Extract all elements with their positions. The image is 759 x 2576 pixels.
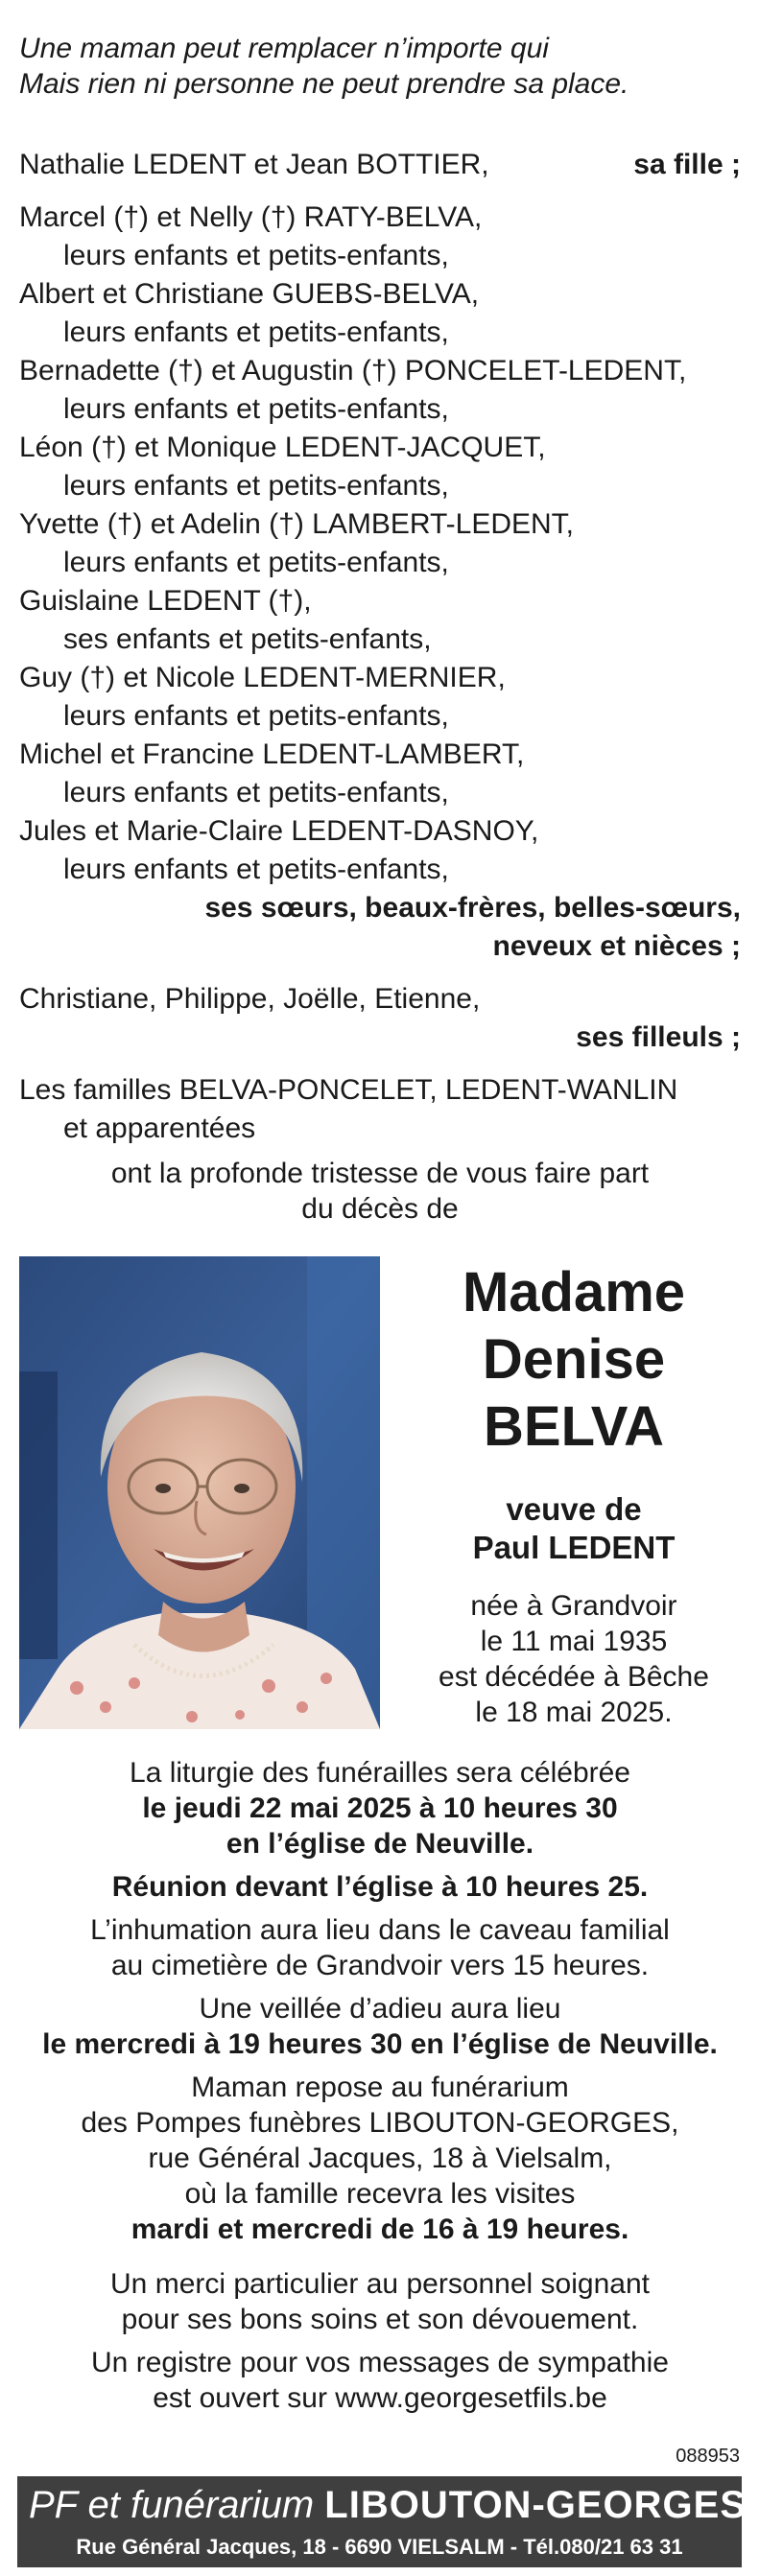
epigraph [19, 31, 748, 102]
sibling-descendants: ses enfants et petits-enfants, [63, 623, 432, 655]
announcement [19, 1156, 741, 1227]
daughter-role: sa fille ; [633, 149, 741, 180]
siblings-role: ses sœurs, beaux-frères, belles-sœurs, [204, 892, 741, 924]
birth-date: le 11 mai 1935 [480, 1626, 668, 1657]
sibling-descendants: leurs enfants et petits-enfants, [63, 700, 449, 732]
visits-time: mardi et mercredi de 16 à 19 heures. [130, 2213, 629, 2245]
visits-info: où la famille recevra les visites [184, 2178, 576, 2210]
sibling-entry [19, 505, 741, 582]
sibling-descendants: leurs enfants et petits-enfants, [63, 854, 449, 885]
sibling-names: Michel et Francine LEDENT-LAMBERT, [19, 738, 525, 770]
banner-prefix: PF et funérarium [29, 2484, 315, 2526]
siblings-role-cont: neveux et nièces ; [492, 930, 741, 962]
sibling-descendants: leurs enfants et petits-enfants, [63, 240, 449, 271]
funeral-home: des Pompes funèbres LIBOUTON-GEORGES, [81, 2107, 679, 2139]
sibling-entry [19, 352, 741, 429]
burial-info-cont: au cimetière de Grandvoir vers 15 heures. [110, 1950, 650, 1981]
widow-label: veuve de [506, 1491, 642, 1527]
sibling-descendants: leurs enfants et petits-enfants, [63, 393, 449, 425]
sibling-names: Bernadette (†) et Augustin (†) PONCELET-LEDENT, [19, 355, 687, 386]
deceased-block [391, 1256, 756, 1730]
sibling-descendants: leurs enfants et petits-enfants, [63, 777, 449, 808]
sibling-entry [19, 736, 741, 812]
vigil-info: Une veillée d’adieu aura lieu [199, 1993, 561, 2025]
epigraph-line: Mais rien ni personne ne peut prendre sa place. [19, 68, 629, 100]
sibling-names: Guislaine LEDENT (†), [19, 585, 312, 617]
sibling-entry [19, 582, 741, 659]
burial-info: L’inhumation aura lieu dans le caveau familial [90, 1914, 670, 1946]
husband-name: Paul LEDENT [472, 1530, 676, 1565]
daughter-names: Nathalie LEDENT et Jean BOTTIER, [19, 149, 489, 180]
birth-place: née à Grandvoir [470, 1590, 677, 1622]
sibling-names: Guy (†) et Nicole LEDENT-MERNIER, [19, 662, 506, 693]
portrait-photo [19, 1256, 380, 1729]
families-related: et apparentées [63, 1112, 256, 1144]
sibling-descendants: leurs enfants et petits-enfants, [63, 547, 449, 578]
funeral-home-banner [17, 2476, 747, 2567]
reference-number: 088953 [676, 2446, 740, 2467]
banner-company: LIBOUTON-GEORGES [324, 2484, 747, 2526]
godchildren-names: Christiane, Philippe, Joëlle, Etienne, [19, 983, 481, 1015]
vigil-time: le mercredi à 19 heures 30 en l’église de Neuville. [42, 2028, 718, 2060]
sibling-entry [19, 275, 741, 352]
funeral-details [19, 1755, 741, 2416]
sibling-names: Yvette (†) et Adelin (†) LAMBERT-LEDENT, [19, 508, 575, 540]
sibling-names: Jules et Marie-Claire LEDENT-DASNOY, [19, 815, 539, 847]
banner-title [29, 2482, 747, 2528]
families-line: Les familles BELVA-PONCELET, LEDENT-WANLIN [19, 1074, 678, 1106]
daughter-row [19, 146, 741, 184]
sibling-descendants: leurs enfants et petits-enfants, [63, 316, 449, 348]
sibling-entry [19, 659, 741, 736]
register-line: Un registre pour vos messages de sympathie [91, 2347, 669, 2378]
thanks-line: Un merci particulier au personnel soignant [110, 2268, 650, 2300]
funeral-home-address: rue Général Jacques, 18 à Vielsalm, [148, 2143, 612, 2174]
sibling-names: Albert et Christiane GUEBS-BELVA, [19, 278, 480, 310]
death-date: le 18 mai 2025. [475, 1697, 673, 1728]
register-link: est ouvert sur www.georgesetfils.be [153, 2382, 607, 2414]
deceased-title: Madame [462, 1261, 686, 1323]
deceased-last-name: BELVA [484, 1395, 664, 1458]
birth-death-info [391, 1588, 756, 1730]
announcement-line: ont la profonde tristesse de vous faire part [110, 1158, 650, 1189]
family-list [19, 146, 741, 1148]
deceased-first-name: Denise [482, 1328, 666, 1391]
sibling-entry [19, 812, 741, 889]
sibling-descendants: leurs enfants et petits-enfants, [63, 470, 449, 502]
death-place: est décédée à Bêche [439, 1661, 709, 1693]
rest-info: Maman repose au funérarium [191, 2072, 569, 2103]
sibling-entry [19, 199, 741, 275]
sibling-names: Marcel (†) et Nelly (†) RATY-BELVA, [19, 201, 483, 233]
liturgy-intro: La liturgie des funérailles sera célébrée [130, 1757, 630, 1789]
sibling-names: Léon (†) et Monique LEDENT-JACQUET, [19, 432, 546, 463]
liturgy-place: en l’église de Neuville. [225, 1828, 534, 1860]
banner-address: Rue Général Jacques, 18 - 6690 VIELSALM - Tél.080/21 63 31 [76, 2535, 683, 2559]
epigraph-line: Une maman peut remplacer n’importe qui [19, 33, 549, 64]
liturgy-date: le jeudi 22 mai 2025 à 10 heures 30 [142, 1792, 618, 1824]
thanks-line-cont: pour ses bons soins et son dévouement. [121, 2304, 639, 2335]
sibling-entry [19, 429, 741, 505]
meeting-info: Réunion devant l’église à 10 heures 25. [111, 1871, 649, 1903]
announcement-line: du décès de [301, 1193, 459, 1225]
godchildren-role: ses filleuls ; [576, 1021, 741, 1053]
